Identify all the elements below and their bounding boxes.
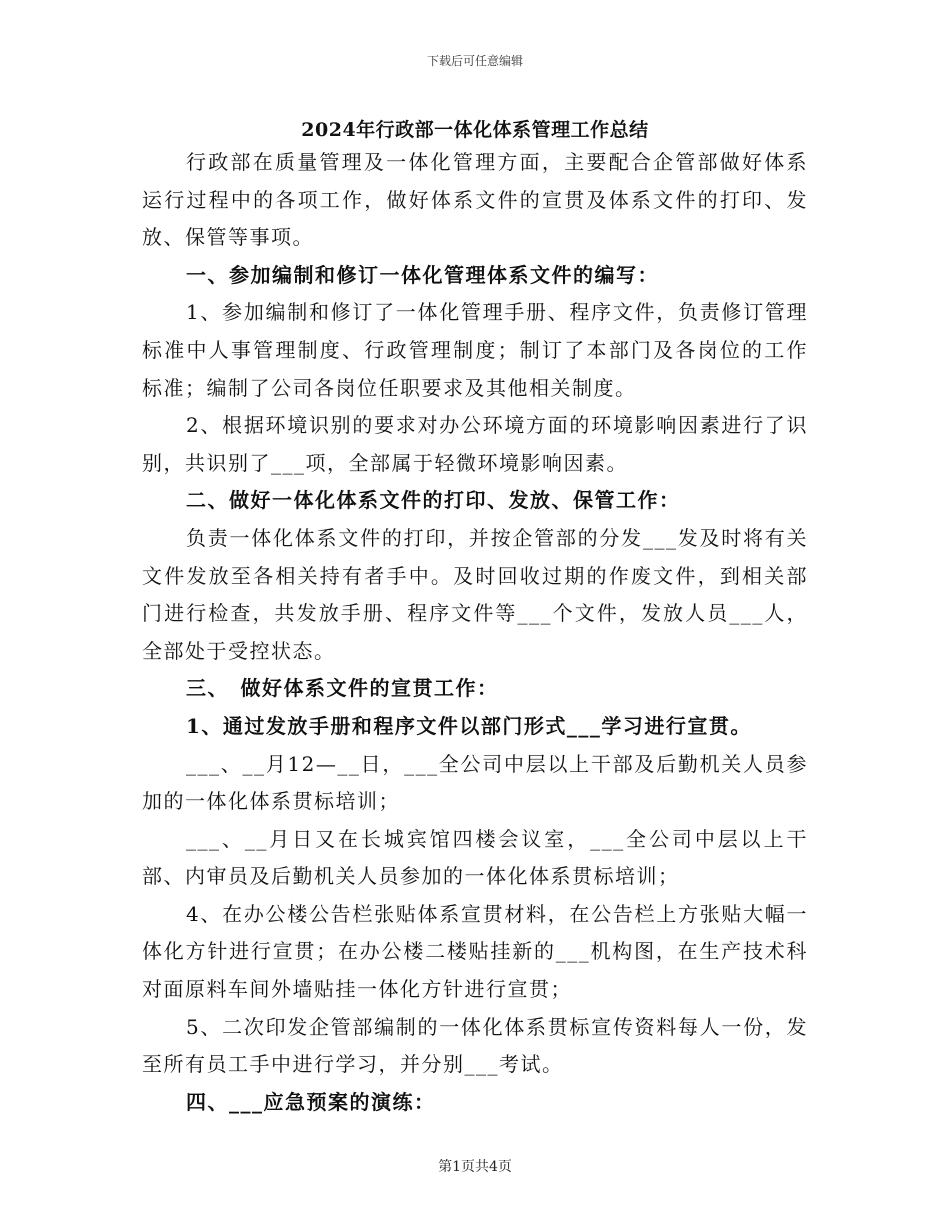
body-paragraph: ___、__月12—__日，___全公司中层以上干部及后勤机关人员参加的一体化体系贯标培训； [142, 751, 808, 814]
body-paragraph: 4、在办公楼公告栏张贴体系宣贯材料，在公告栏上方张贴大幅一体化方针进行宣贯；在办公楼二楼贴挂新的___机构图，在生产技术科对面原料车间外墙贴挂一体化方针进行宣贯； [142, 901, 808, 1002]
body-paragraph: 2、根据环境识别的要求对办公环境方面的环境影响因素进行了识别，共识别了___项，全部属于轻微环境影响因素。 [142, 413, 808, 475]
body-paragraph: 5、二次印发企管部编制的一体化体系贯标宣传资料每人一份，发至所有员工手中进行学习，并分别___考试。 [142, 1014, 808, 1077]
document-body [142, 144, 808, 1121]
subheading: 1、通过发放手册和程序文件以部门形式___学习进行宣贯。 [186, 713, 752, 738]
body-paragraph: 负责一体化体系文件的打印，并按企管部的分发___发及时将有关文件发放至各相关持有者手中。及时回收过期的作废文件，到相关部门进行检查，共发放手册、程序文件等___个文件，发放人员___人，全部处于受控状态。 [142, 525, 808, 663]
section-heading-3: 三、 做好体系文件的宣贯工作： [186, 676, 499, 701]
section-heading-1: 一、参加编制和修订一体化管理体系文件的编写： [186, 262, 659, 287]
body-paragraph: 1、参加编制和修订了一体化管理手册、程序文件，负责修订管理标准中人事管理制度、行政管理制度；制订了本部门及各岗位的工作标准；编制了公司各岗位任职要求及其他相关制度。 [142, 300, 808, 400]
section-heading-2: 二、做好一体化体系文件的打印、发放、保管工作： [186, 488, 681, 513]
page-number: 第1页共4页 [438, 1159, 512, 1175]
section-heading-4: 四、___应急预案的演练： [186, 1089, 436, 1114]
intro-paragraph: 行政部在质量管理及一体化管理方面，主要配合企管部做好体系运行过程中的各项工作，做好体系文件的宣贯及体系文件的打印、发放、保管等事项。 [142, 150, 808, 250]
document-title: 2024年行政部一体化体系管理工作总结 [301, 119, 649, 141]
body-paragraph: ___、__月日又在长城宾馆四楼会议室，___全公司中层以上干部、内审员及后勤机关人员参加的一体化体系贯标培训； [142, 826, 808, 889]
header-note: 下载后可任意编辑 [426, 54, 523, 68]
